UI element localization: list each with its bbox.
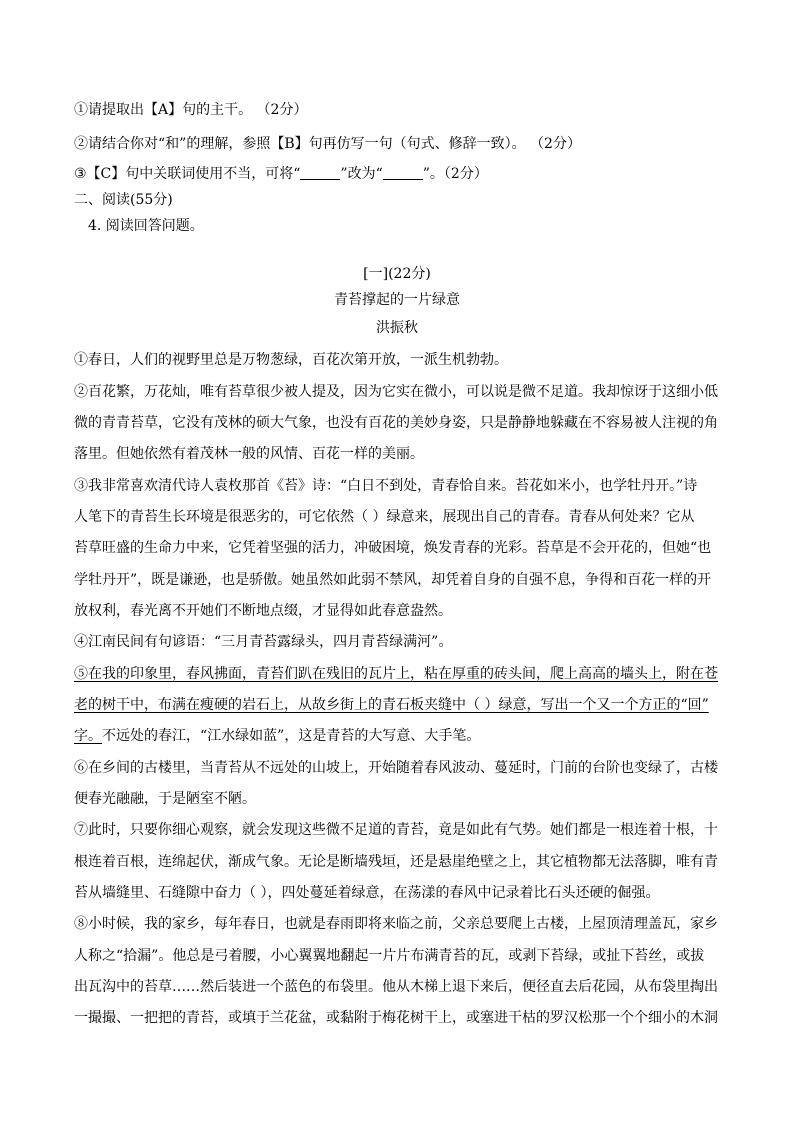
article-line-underlined: 老的树干中，布满在瘦硬的岩石上，从故乡街上的青石板夹缝中（ ）绿意，写出一个又一个方正的“回” (74, 697, 709, 713)
article-line: 微的青青苔草，它没有茂林的硕大气象，也没有百花的美妙身姿，只是静静地躲藏在不容易被人注视的角 (74, 415, 718, 431)
article-part: [一](22分) (363, 266, 431, 282)
question-2: ②请结合你对“和”的理解，参照【B】句再仿写一句（句式、修辞一致）。 （2分） (74, 136, 581, 152)
line-tail: 不远处的春江，“江水绿如蓝”，这是青苔的大写意、大手笔。 (102, 728, 481, 744)
article-line: ②百花繁，万花灿，唯有苔草很少被人提及，因为它实在微小，可以说是微不足道。我却惊讶于这细小低 (74, 384, 718, 400)
question-1: ①请提取出【A】句的主干。 （2分） (74, 102, 308, 118)
question-3-pre: ③【C】句中关联词使用不当，可将“ (74, 166, 301, 182)
article-line (74, 726, 734, 746)
article-line: 便春光融融，于是陋室不陋。 (74, 791, 256, 807)
article-line: 人称之“拾漏”。他总是弓着腰，小心翼翼地翻起一片片布满青苔的瓦，或剥下苔绿，或扯下苔丝，或拔 (74, 948, 705, 964)
article-title: 青苔撑起的一片绿意 (334, 292, 460, 308)
answer-blank-2 (383, 165, 423, 180)
section-heading: 二、阅读(55分) (74, 192, 173, 208)
article-author: 洪振秋 (376, 320, 418, 336)
article-line: ⑦此时，只要你细心观察，就会发现这些微不足道的青苔，竟是如此有气势。她们都是一根连着十根，十 (74, 822, 718, 838)
article-line: 落里。但她依然有着茂林一般的风情、百花一样的美丽。 (74, 446, 424, 462)
article-line: 苔从墙缝里、石缝隙中奋力（ ），四处蔓延着绿意，在荡漾的春风中记录着比石头还硬的倔强。 (74, 885, 660, 901)
article-line: ③我非常喜欢清代诗人袁枚那首《苔》诗：“白日不到处，青春恰自来。苔花如米小，也学牡丹开。”诗 (74, 478, 698, 494)
sub-heading: 4. 阅读回答问题。 (88, 218, 204, 234)
article-line: 放权利，春光离不开她们不断地点缀，才显得如此春意盎然。 (74, 603, 452, 619)
article-line: 根连着百根，连绵起伏，渐成气象。无论是断墙残垣，还是悬崖绝壁之上，其它植物都无法落脚，唯有青 (74, 854, 718, 870)
article-line: ⑧小时候，我的家乡，每年春日，也就是春雨即将来临之前，父亲总要爬上古楼，上屋顶清理盖瓦，家乡 (74, 916, 718, 932)
underlined-fragment: 字。 (74, 728, 102, 744)
article-line: ①春日，人们的视野里总是万物葱绿，百花次第开放，一派生机勃勃。 (74, 352, 508, 368)
article-line-underlined: ⑤在我的印象里，春风拂面，青苔们趴在残旧的瓦片上，粘在厚重的砖头间，爬上高高的墙头上，附在苍 (74, 666, 718, 682)
article-line: 学牡丹开”，既是谦逊，也是骄傲。她虽然如此弱不禁风，却凭着自身的自强不息，争得和百花一样的开 (74, 572, 712, 588)
article-line: ⑥在乡间的古楼里，当青苔从不远处的山坡上，开始随着春风波动、蔓延时，门前的台阶也变绿了，古楼 (74, 760, 718, 776)
article-line: 人笔下的青苔生长环境是很恶劣的，可它依然（ ）绿意来，展现出自己的青春。青春从何处来？它从 (74, 509, 695, 525)
article-line: 苔草旺盛的生命力中来，它凭着坚强的活力，冲破困境，焕发青春的光彩。苔草是不会开花的，但她“也 (74, 540, 712, 556)
question-3 (74, 164, 488, 184)
question-3-post: ”。（2分） (422, 166, 488, 182)
answer-blank-1 (300, 165, 340, 180)
article-line: 出瓦沟中的苔草……然后装进一个蓝色的布袋里。他从木梯上退下来后，便径直去后花园，从布袋里掏出 (74, 979, 718, 995)
article-line: 一撮撮、一把把的青苔，或填于兰花盆，或黏附于梅花树干上，或塞进干枯的罗汉松那一个个细小的木洞 (74, 1010, 718, 1026)
question-3-mid: ”改为“ (340, 166, 383, 182)
article-line: ④江南民间有句谚语：“三月青苔露绿头，四月青苔绿满河”。 (74, 634, 453, 650)
